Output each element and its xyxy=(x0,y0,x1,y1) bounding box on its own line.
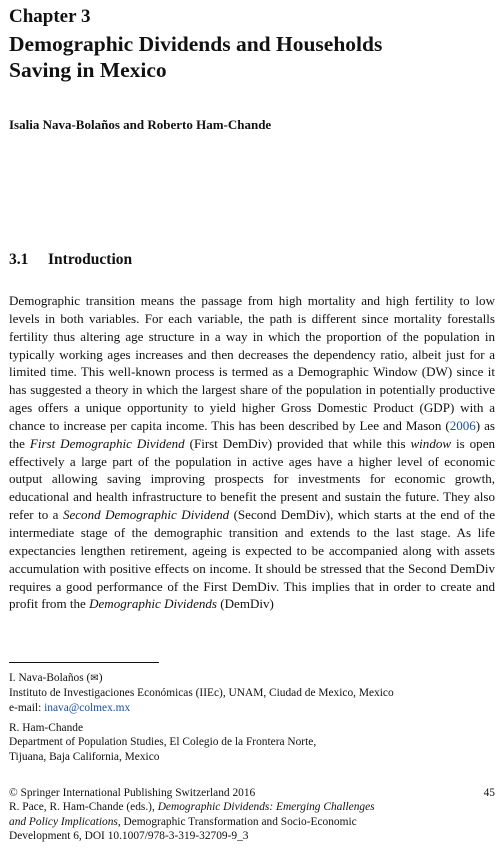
body-text-run: ) as the xyxy=(9,417,495,451)
author2-affiliation-line-1: Department of Population Studies, El Colegio de la Frontera Norte, xyxy=(9,736,317,749)
author1-affiliation: Instituto de Investigaciones Económicas (IIEc), UNAM, Ciudad de Mexico, Mexico xyxy=(9,687,394,700)
footnote-author-1: I. Nava-Bolaños (✉) Instituto de Investigaciones Económicas (IIEc), UNAM, Ciudad de Mexico, Mexico e-mail: inava@colmex.mx xyxy=(9,671,495,715)
section-number: 3.1 xyxy=(9,251,29,268)
book-title-italic: and Policy Implications xyxy=(9,815,118,828)
body-text-run: is open effectively a large part of the population in active ages have a higher level of economic output allowing saving improving prospects for investments for economic growth, educational and health infrastructure to benefit the present and sustain the future. They also refer to a xyxy=(9,435,496,523)
author2-name: R. Ham-Chande xyxy=(9,722,84,734)
section-heading xyxy=(9,250,132,270)
chapter-title-line-2: Saving in Mexico xyxy=(9,58,167,82)
citation-link-2006[interactable]: 2006 xyxy=(449,417,476,433)
body-paragraph xyxy=(9,292,495,613)
chapter-authors: Isalia Nava-Bolaños and Roberto Ham-Chande xyxy=(9,117,272,132)
italic-term: First Demographic Dividend xyxy=(29,435,185,451)
book-title-italic: Demographic Dividends: Emerging Challenges xyxy=(157,801,375,814)
doi-line: Development 6, DOI 10.1007/978-3-319-32709-9_3 xyxy=(9,830,249,843)
body-text-run: (DemDiv) xyxy=(217,596,274,612)
section-title: Introduction xyxy=(48,251,133,268)
body-text-run: Demographic transition means the passage from high mortality and high fertility to low levels in both variables. For each variable, the path is different since mortality forestalls fertility thus altering age structure in a way in which the proportion of the population in typically working ages increases and then decreases the dependency ratio, albeit just for a limited time. This well-known process is termed as a Demographic Window (DW) since it has suggested a theory in which the largest share of the population in potentially productive ages offers a unique opportunity to yield higher Gross Domestic Product (GDP) with a chance to increase per capita income. This has been described by Lee and Mason ( xyxy=(9,293,495,433)
copyright-line: © Springer International Publishing Switzerland 2016 xyxy=(9,787,256,799)
body-text-run: (Second DemDiv), which starts at the end of the intermediate stage of the demographic transition and extends to the last stage. As life expectancies lengthen retirement, ageing is expected to be accompanied along with assets accumulation with positive effects on income. It should be stressed that the Second DemDiv requires a good performance of the First DemDiv. This implies that in order to create and profit from the xyxy=(9,507,495,612)
body-text-run: (First DemDiv) provided that while this xyxy=(184,435,411,451)
chapter-title-line-1: Demographic Dividends and Households xyxy=(9,32,383,56)
envelope-icon: ✉ xyxy=(90,673,99,684)
italic-term: Demographic Dividends xyxy=(89,596,217,612)
author2-affiliation-line-2: Tijuana, Baja California, Mexico xyxy=(9,750,160,763)
italic-term: Second Demographic Dividend xyxy=(62,507,230,523)
italic-term: window xyxy=(410,435,452,451)
email-label: e-mail: xyxy=(9,701,45,714)
chapter-label: Chapter 3 xyxy=(9,6,91,27)
page-number: 45 xyxy=(483,787,495,799)
footnote-divider xyxy=(9,662,159,663)
author1-name: I. Nava-Bolaños ( xyxy=(9,672,91,684)
author1-email-link[interactable]: inava@colmex.mx xyxy=(44,701,131,714)
publication-info: 45 © Springer International Publishing Switzerland 2016 R. Pace, R. Ham-Chande (eds.), Demographic Dividends: Emerging Challenges and Policy Implications, Demographic Transformation and Socio-Economic Development 6, DOI 10.1007/978-3-319-32709-9_3 xyxy=(9,787,495,843)
chapter-title xyxy=(9,31,479,83)
footnote-author-2 xyxy=(9,721,495,764)
